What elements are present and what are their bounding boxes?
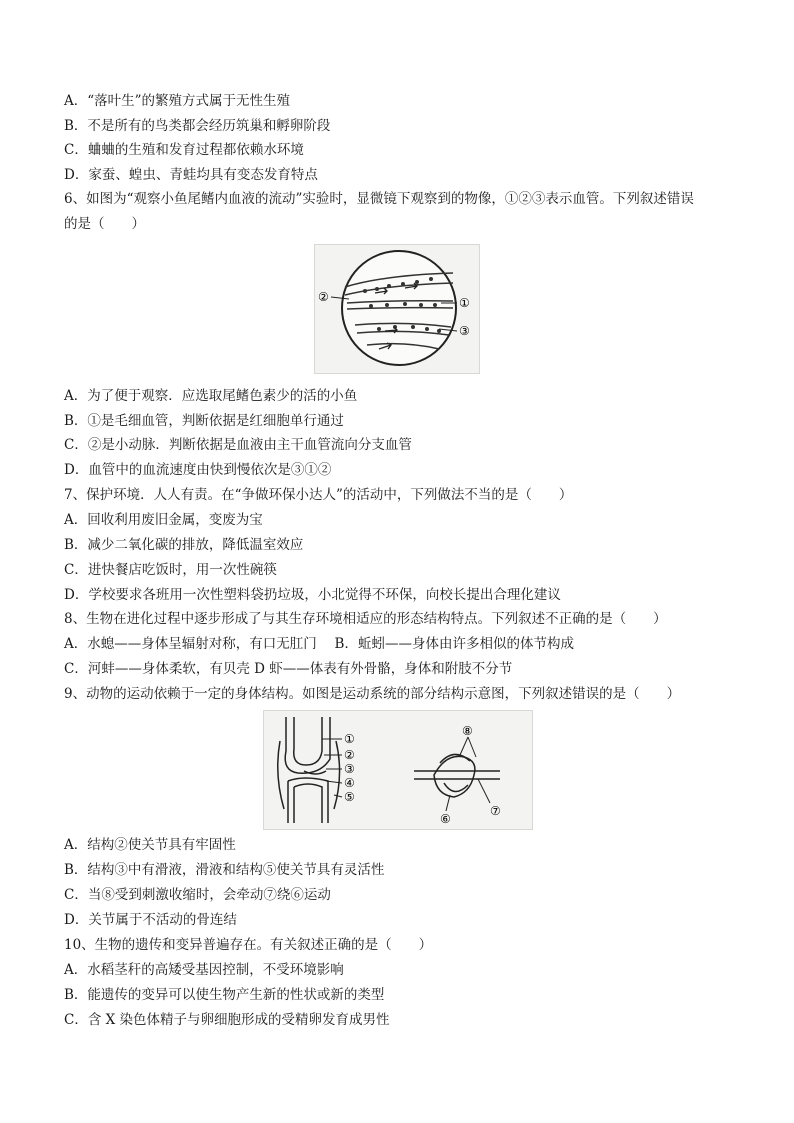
fig2-label-2: ② bbox=[344, 748, 355, 762]
q7-option-d: D．学校要求各班用一次性塑料袋扔垃圾，小北觉得不环保，向校长提出合理化建议 bbox=[64, 587, 561, 603]
q9-stem: 9、动物的运动依赖于一定的身体结构。如图是运动系统的部分结构示意图，下列叙述错误的是（ ） bbox=[64, 686, 681, 702]
fig1-label-3: ③ bbox=[459, 324, 470, 338]
q7-option-c: C．进快餐店吃饭时，用一次性碗筷 bbox=[64, 562, 277, 578]
q5-option-a: A．“落叶生”的繁殖方式属于无性生殖 bbox=[64, 93, 291, 109]
q10-stem: 10、生物的遗传和变异普遍存在。有关叙述正确的是（ ） bbox=[64, 937, 433, 953]
q9-option-b: B．结构③中有滑液，滑液和结构⑤使关节具有灵活性 bbox=[64, 862, 385, 878]
q9-option-c: C．当⑧受到刺激收缩时，会牵动⑦绕⑥运动 bbox=[64, 887, 331, 903]
blood-flow-microscope-figure bbox=[314, 244, 480, 374]
fig1-label-1: ① bbox=[459, 296, 470, 310]
q6-option-a: A．为了便于观察．应选取尾鳍色素少的活的小鱼 bbox=[64, 388, 358, 404]
fig2-label-7: ⑦ bbox=[490, 804, 501, 818]
q8-options-line1: A．水螅——身体呈辐射对称，有口无肛门 B．蚯蚓——身体由许多相似的体节构成 bbox=[64, 636, 574, 652]
joint-drawing bbox=[278, 717, 340, 823]
fig2-label-6: ⑥ bbox=[440, 812, 451, 826]
q10-option-a: A．水稻茎秆的高矮受基因控制，不受环境影响 bbox=[64, 962, 344, 978]
q5-option-b: B．不是所有的鸟类都会经历筑巢和孵卵阶段 bbox=[64, 118, 331, 134]
q5-option-d: D．家蚕、蝗虫、青蛙均具有变态发育特点 bbox=[64, 167, 318, 183]
blood-flow-diagram bbox=[315, 245, 479, 373]
q10-option-b: B．能遗传的变异可以使生物产生新的性状或新的类型 bbox=[64, 987, 385, 1003]
q6-option-b: B．①是毛细血管，判断依据是红细胞单行通过 bbox=[64, 413, 344, 429]
q10-option-c: C．含 X 染色体精子与卵细胞形成的受精卵发育成男性 bbox=[64, 1012, 390, 1028]
arm-muscle-drawing bbox=[414, 754, 500, 797]
fig2-label-5: ⑤ bbox=[344, 790, 355, 804]
motor-system-figure bbox=[263, 710, 533, 830]
q6-option-c: C．②是小动脉．判断依据是血液由主干血管流向分支血管 bbox=[64, 437, 412, 453]
fig2-label-8: ⑧ bbox=[462, 724, 473, 738]
q6-stem-line2: 的是（ ） bbox=[64, 216, 145, 232]
fig1-label-2: ② bbox=[318, 290, 329, 304]
q7-option-b: B．减少二氧化碳的排放，降低温室效应 bbox=[64, 537, 304, 553]
fig2-label-4: ④ bbox=[344, 776, 355, 790]
q7-stem: 7、保护环境．人人有责。在“争做环保小达人”的活动中，下列做法不当的是（ ） bbox=[64, 487, 573, 503]
q5-option-c: C．蛐蛐的生殖和发育过程都依赖水环境 bbox=[64, 142, 304, 158]
q9-option-a: A．结构②使关节具有牢固性 bbox=[64, 837, 236, 853]
q8-options-line2: C．河蚌——身体柔软，有贝壳 D 虾——体表有外骨骼，身体和附肢不分节 bbox=[64, 661, 513, 677]
fig2-label-1: ① bbox=[344, 732, 355, 746]
q6-stem-line1: 6、如图为“观察小鱼尾鳍内血液的流动”实验时，显微镜下观察到的物像，①②③表示血管。下列叙述错误 bbox=[64, 191, 694, 207]
fig2-label-3: ③ bbox=[344, 762, 355, 776]
q6-option-d: D．血管中的血流速度由快到慢依次是③①② bbox=[64, 462, 332, 478]
joint-muscle-diagram bbox=[264, 711, 532, 829]
q9-option-d: D．关节属于不活动的骨连结 bbox=[64, 912, 237, 928]
q7-option-a: A．回收利用废旧金属，变废为宝 bbox=[64, 512, 263, 528]
q8-stem: 8、生物在进化过程中逐步形成了与其生存环境相适应的形态结构特点。下列叙述不正确的是（ ） bbox=[64, 611, 667, 627]
